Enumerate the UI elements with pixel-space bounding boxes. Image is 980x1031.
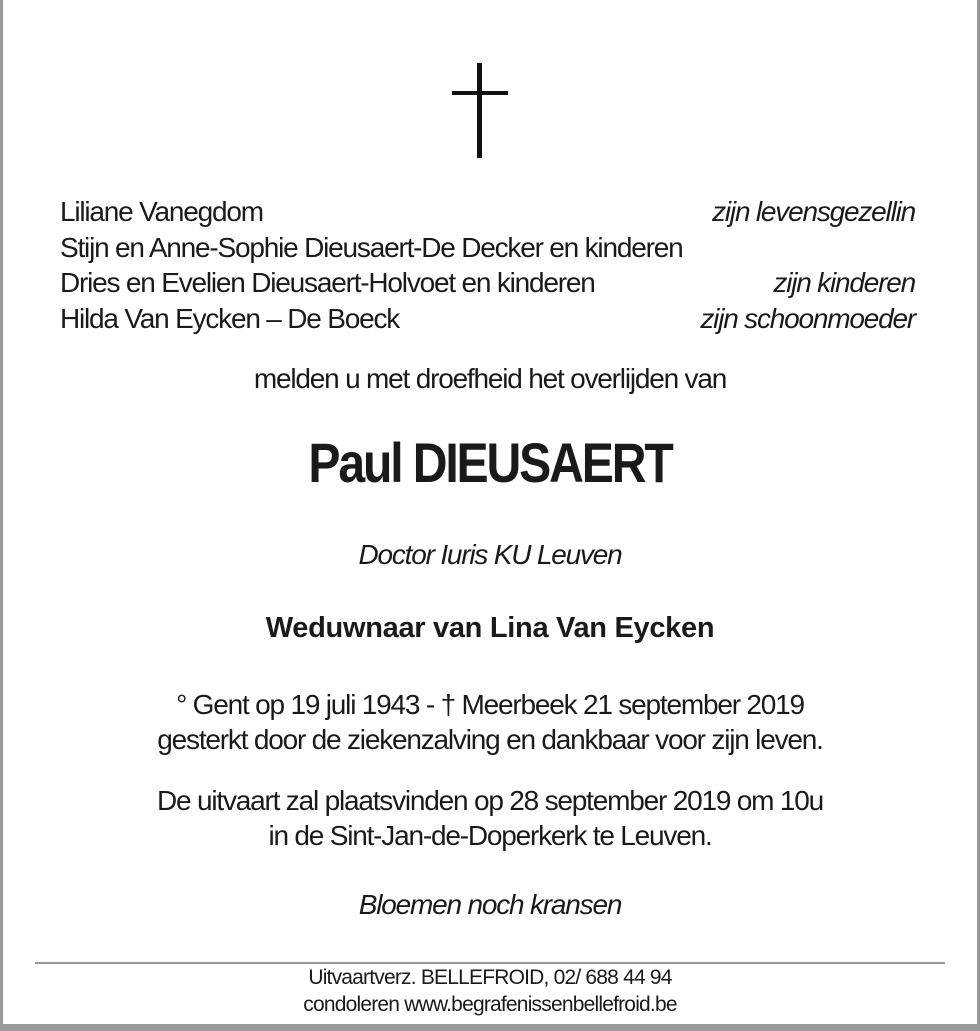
family-row [60, 230, 915, 266]
family-name: Dries en Evelien Dieusaert-Holvoet en kinderen [60, 267, 595, 298]
family-row [60, 301, 915, 337]
family-role: zijn schoonmoeder [700, 302, 915, 334]
cross-icon [452, 63, 508, 158]
family-name: Liliane Vanegdom [60, 196, 263, 227]
dates-line: ° Gent op 19 juli 1943 - † Meerbeek 21 september 2019 [176, 689, 804, 720]
family-name: Hilda Van Eycken – De Boeck [60, 302, 400, 334]
widower-line: Weduwnaar van Lina Van Eycken [265, 612, 715, 644]
family-name: Stijn en Anne-Sophie Dieusaert-De Decker en kinderen [60, 231, 683, 263]
funeral-line-2: in de Sint-Jan-de-Doperkerk te Leuven. [268, 820, 712, 851]
flowers-note: Bloemen noch kransen [358, 889, 622, 920]
family-list [60, 194, 915, 336]
footer-website: condoleren www.begrafenissenbellefroid.be [303, 993, 677, 1016]
footer-undertaker: Uitvaartverz. BELLEFROID, 02/ 688 44 94 [308, 966, 672, 989]
family-role: zijn levensgezellin [712, 196, 915, 227]
family-row [60, 194, 915, 230]
deceased-name: Paul DIEUSAERT [308, 431, 672, 494]
family-role: zijn kinderen [773, 267, 915, 298]
deceased-title: Doctor Iuris KU Leuven [358, 539, 622, 570]
sacrament-line: gesterkt door de ziekenzalving en dankbaar voor zijn leven. [157, 724, 823, 755]
funeral-line-1: De uitvaart zal plaatsvinden op 28 september 2019 om 10u [157, 785, 823, 816]
family-row [60, 265, 915, 301]
announcement: melden u met droefheid het overlijden van [253, 363, 727, 394]
